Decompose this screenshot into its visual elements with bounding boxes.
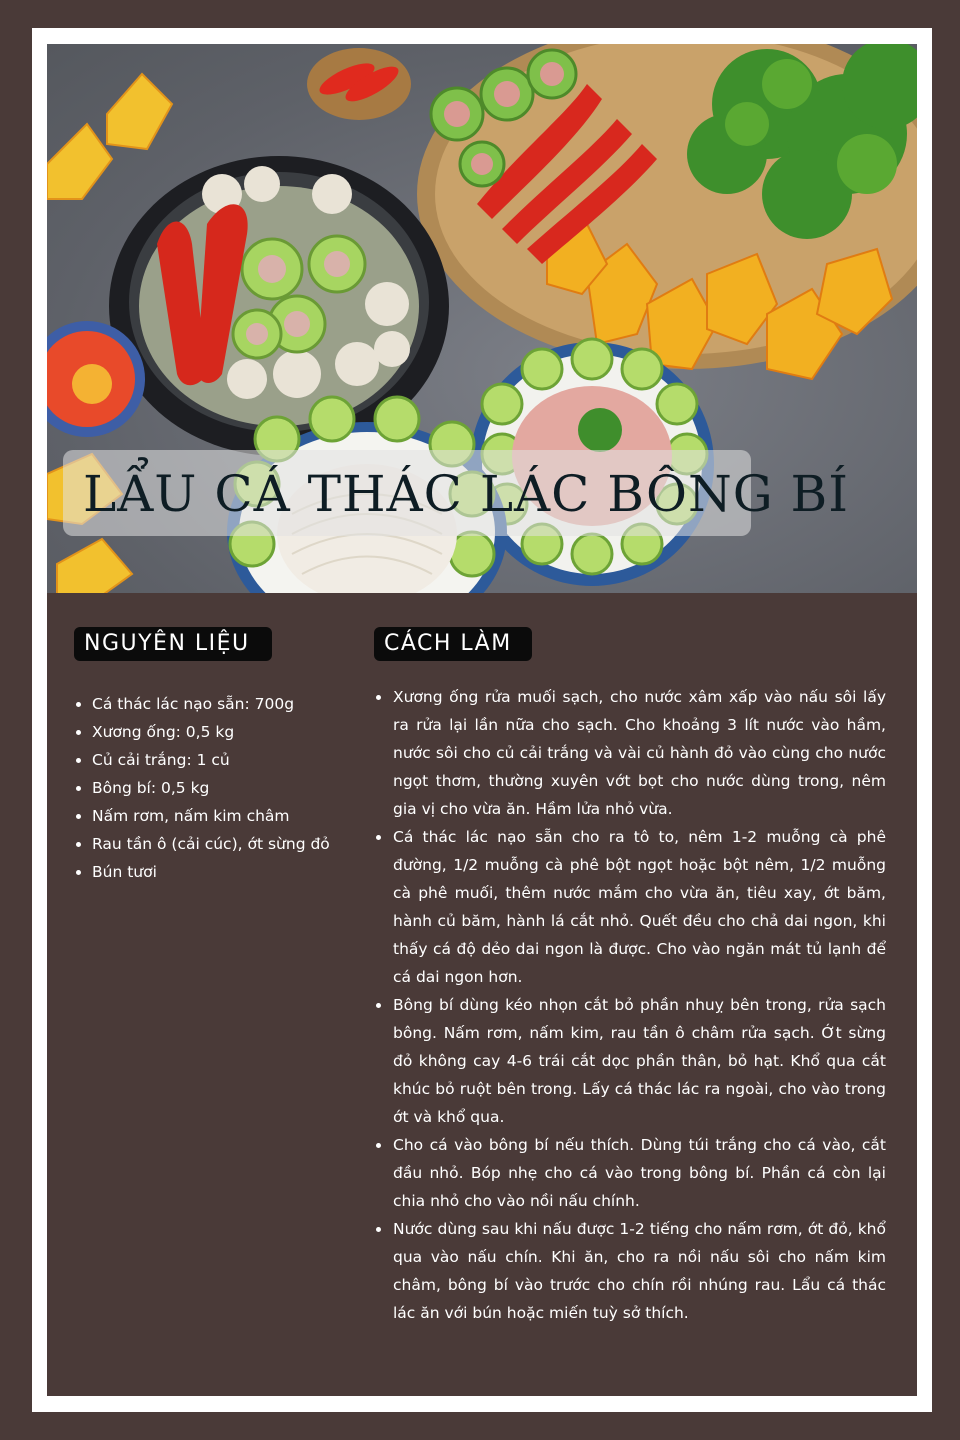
list-item: Xương ống: 0,5 kg <box>74 718 364 746</box>
step-item: Cho cá vào bông bí nếu thích. Dùng túi trắng cho cá vào, cắt đầu nhỏ. Bóp nhẹ cho cá vào trong bông bí. Phần cá còn lại chia nhỏ cho vào nồi nấu chính. <box>374 1131 886 1215</box>
list-item: Bông bí: 0,5 kg <box>74 774 364 802</box>
hero-photo <box>47 44 917 593</box>
list-item: Nấm rơm, nấm kim châm <box>74 802 364 830</box>
step-item: Cá thác lác nạo sẵn cho ra tô to, nêm 1-2 muỗng cà phê đường, 1/2 muỗng cà phê bột ngọt hoặc bột nêm, 1/2 muỗng cà phê muối, thêm nước mắm cho vừa ăn, tiêu xay, ớt băm, hành củ băm, hành lá cắt nhỏ. Quết đều cho chả dai ngon, khi thấy cá độ dẻo dai ngon là được. Cho vào ngăn mát tủ lạnh để cá dai ngon hơn. <box>374 823 886 991</box>
list-item: Rau tần ô (cải cúc), ớt sừng đỏ <box>74 830 364 858</box>
method-steps <box>374 683 886 1327</box>
step-item: Xương ống rửa muối sạch, cho nước xâm xấp vào nấu sôi lấy ra rửa lại lần nữa cho sạch. Cho khoảng 3 lít nước vào hầm, nước sôi cho củ cải trắng và vài củ hành đỏ vào cùng cho nước ngọt thơm, thường xuyên vớt bọt cho nước dùng trong, nêm gia vị cho vừa ăn. Hầm lửa nhỏ vừa. <box>374 683 886 823</box>
method-heading: CÁCH LÀM <box>374 627 532 661</box>
step-item: Bông bí dùng kéo nhọn cắt bỏ phần nhuỵ bên trong, rửa sạch bông. Nấm rơm, nấm kim, rau tần ô châm rửa sạch. Ớt sừng đỏ không cay 4-6 trái cắt dọc phần thân, bỏ hạt. Khổ qua cắt khúc bỏ ruột bên trong. Lấy cá thác lác ra ngoài, cho vào trong ớt và khổ qua. <box>374 991 886 1131</box>
list-item: Bún tươi <box>74 858 364 886</box>
step-item: Nước dùng sau khi nấu được 1-2 tiếng cho nấm rơm, ớt đỏ, khổ qua vào nấu chín. Khi ăn, cho ra nồi nấu sôi cho nấm kim châm, bông bí vào trước cho chín rồi nhúng rau. Lẩu cá thác lác ăn với bún hoặc miến tuỳ sở thích. <box>374 1215 886 1327</box>
recipe-title: LẨU CÁ THÁC LÁC BÔNG BÍ <box>83 465 850 523</box>
ingredients-heading: NGUYÊN LIỆU <box>74 627 272 661</box>
ingredients-list <box>74 690 364 886</box>
list-item: Củ cải trắng: 1 củ <box>74 746 364 774</box>
recipe-card <box>47 44 917 1396</box>
list-item: Cá thác lác nạo sẵn: 700g <box>74 690 364 718</box>
